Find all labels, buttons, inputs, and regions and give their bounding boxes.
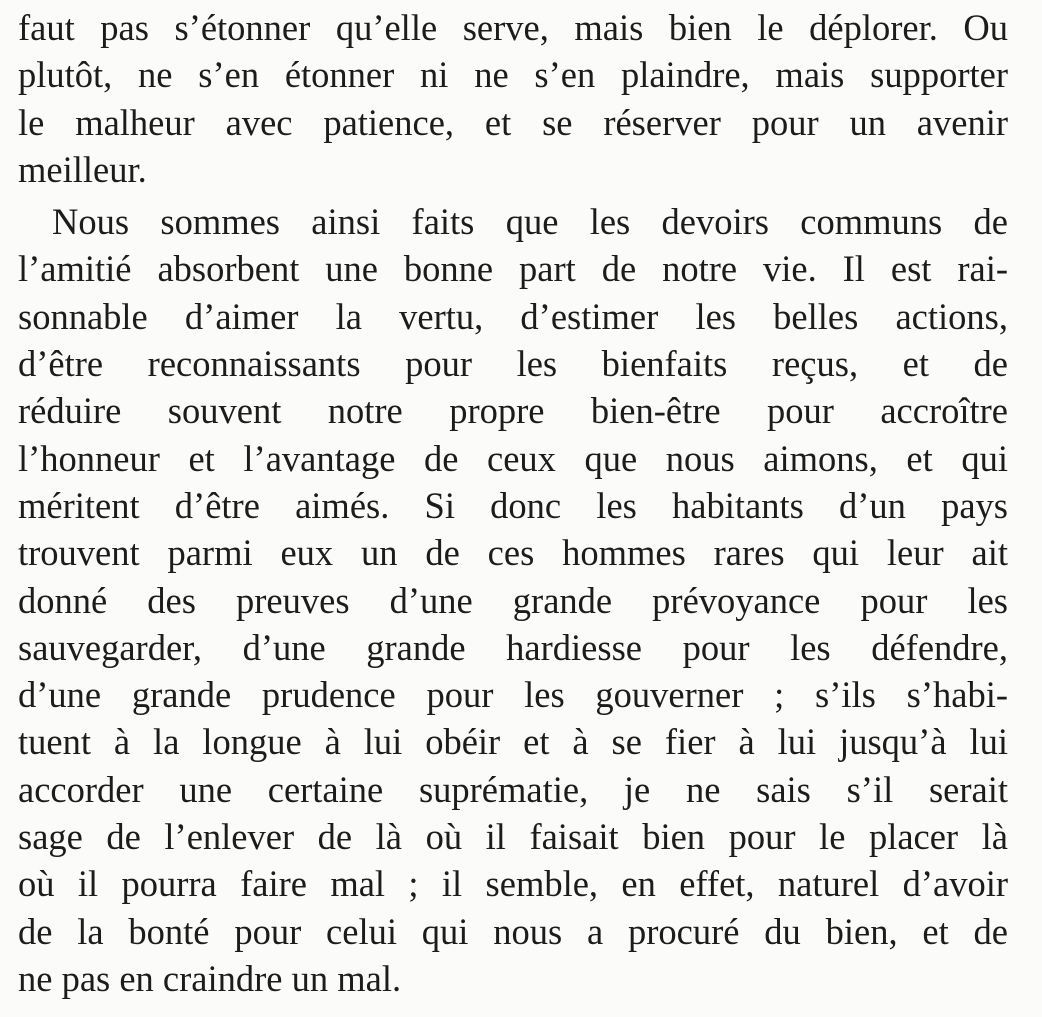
text-line: tuent à la longue à lui obéir et à se fier à lui jusqu’à lui — [18, 721, 1008, 763]
text-line: l’amitié absorbent une bonne part de notre vie. Il est rai- — [18, 248, 1008, 290]
text-line: sauvegarder, d’une grande hardiesse pour les défendre, — [18, 626, 1008, 668]
paragraph-2 — [18, 198, 1008, 1002]
text-line: trouvent parmi eux un de ces hommes rares qui leur ait — [18, 532, 1008, 574]
text-line: faut pas s’étonner qu’elle serve, mais bien le déplorer. Ou — [18, 7, 1008, 48]
text-line: méritent d’être aimés. Si donc les habitants d’un pays — [18, 484, 1008, 526]
text-line: meilleur. — [18, 148, 147, 190]
text-line: d’une grande prudence pour les gouverner ; s’ils s’habi- — [18, 674, 1008, 716]
text-line: plutôt, ne s’en étonner ni ne s’en plaindre, mais supporter — [18, 54, 1008, 96]
text-line: réduire souvent notre propre bien-être pour accroître — [18, 390, 1008, 432]
paragraph-1 — [18, 4, 1008, 193]
text-line: d’être reconnaissants pour les bienfaits reçus, et de — [18, 343, 1008, 385]
text-line: donné des preuves d’une grande prévoyance pour les — [18, 579, 1008, 621]
text-line: ne pas en craindre un mal. — [18, 957, 402, 999]
text-line: l’honneur et l’avantage de ceux que nous aimons, et qui — [18, 437, 1008, 479]
text-line: sage de l’enlever de là où il faisait bien pour le placer là — [18, 816, 1008, 858]
text-line: accorder une certaine suprématie, je ne sais s’il serait — [18, 768, 1008, 810]
text-line: sonnable d’aimer la vertu, d’estimer les belles actions, — [18, 295, 1008, 337]
text-line: le malheur avec patience, et se réserver pour un avenir — [18, 101, 1008, 143]
body-text — [18, 4, 1008, 1002]
text-line: Nous sommes ainsi faits que les devoirs communs de — [52, 201, 1008, 243]
text-line: où il pourra faire mal ; il semble, en effet, naturel d’avoir — [18, 863, 1008, 905]
text-line: de la bonté pour celui qui nous a procuré du bien, et de — [18, 910, 1008, 952]
